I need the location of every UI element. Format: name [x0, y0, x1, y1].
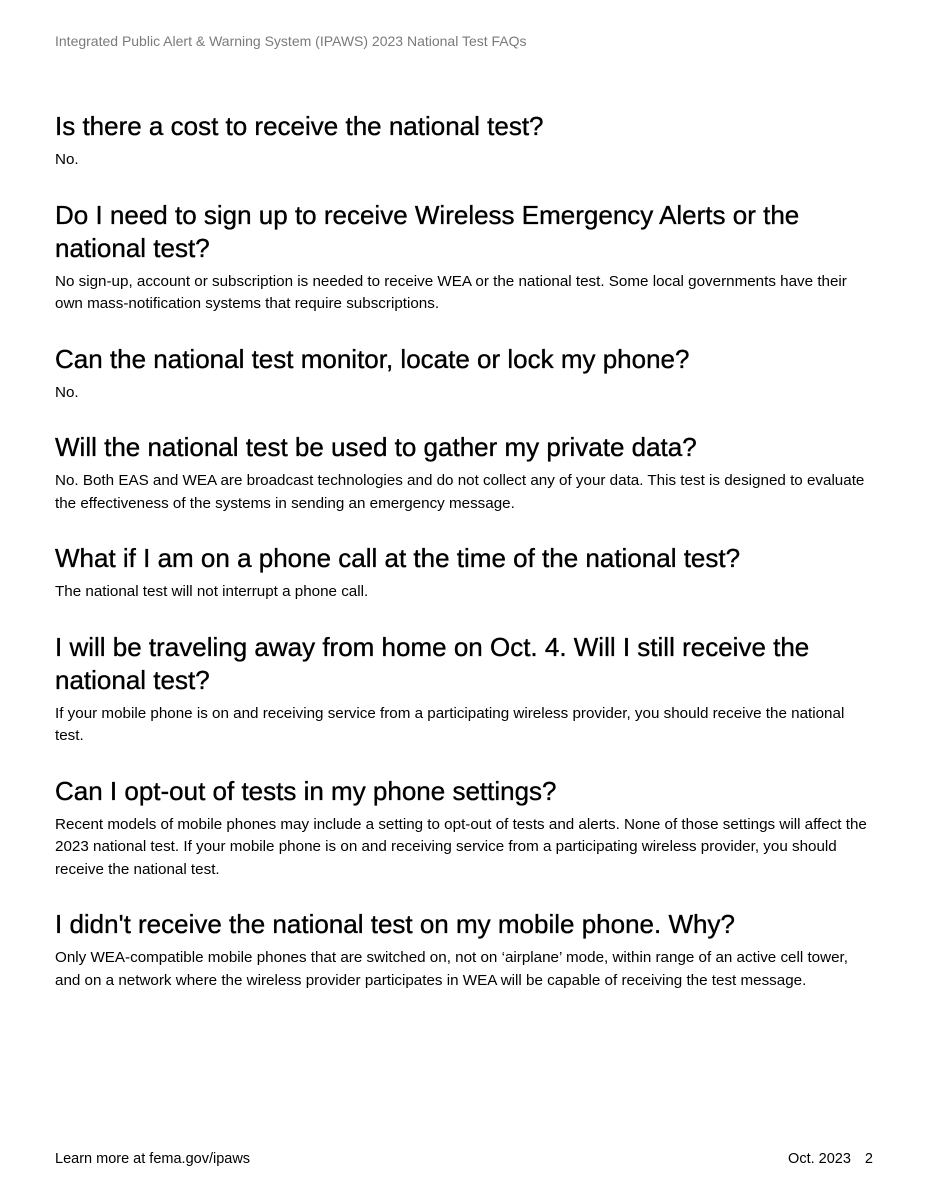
footer-learn-more: Learn more at fema.gov/ipaws	[55, 1151, 251, 1167]
running-header: Integrated Public Alert & Warning System (IPAWS) 2023 National Test FAQs	[55, 33, 527, 49]
footer-date-page	[788, 1151, 873, 1167]
faq-list	[55, 110, 875, 1019]
faq-question: Is there a cost to receive the national test?	[55, 111, 544, 141]
faq-item-cost	[55, 110, 875, 172]
faq-question: What if I am on a phone call at the time of the national test?	[55, 543, 741, 573]
faq-question: Can I opt-out of tests in my phone settings?	[55, 775, 557, 806]
faq-question: Can the national test monitor, locate or lock my phone?	[55, 343, 690, 374]
faq-item-phone-call	[55, 542, 875, 604]
faq-answer: Recent models of mobile phones may include a setting to opt-out of tests and alerts. None of those settings will affect the 2023 national test. If your mobile phone is on and receiving service from a participating wireless provider, you should receive the national test.	[55, 815, 867, 878]
faq-item-sign-up	[55, 199, 875, 316]
faq-question: Will the national test be used to gather my private data?	[55, 432, 697, 462]
faq-question: Do I need to sign up to receive Wireless Emergency Alerts or the national test?	[55, 199, 800, 263]
faq-answer: The national test will not interrupt a phone call.	[55, 583, 369, 600]
page-number: 2	[864, 1151, 873, 1167]
faq-answer: Only WEA-compatible mobile phones that are switched on, not on ‘airplane’ mode, within range of an active cell tower, and on a network where the wireless provider participates in WEA will be capable of receiving the test message.	[55, 949, 848, 989]
faq-item-not-received	[55, 908, 875, 992]
faq-answer: No.	[55, 383, 79, 401]
faq-item-monitor-phone	[55, 343, 875, 405]
faq-answer: No sign-up, account or subscription is needed to receive WEA or the national test. Some local governments have their own mass-notification systems that require subscriptions.	[55, 272, 847, 312]
faq-item-opt-out	[55, 775, 875, 882]
faq-answer: No. Both EAS and WEA are broadcast technologies and do not collect any of your data. This test is designed to evaluate the effectiveness of the systems in sending an emergency message.	[55, 472, 865, 512]
faq-item-private-data	[55, 431, 875, 515]
faq-item-traveling	[55, 631, 875, 748]
faq-question: I didn't receive the national test on my mobile phone. Why?	[55, 909, 735, 939]
faq-answer: If your mobile phone is on and receiving service from a participating wireless provider, you should receive the national test.	[55, 704, 845, 744]
footer-date: Oct. 2023	[788, 1151, 851, 1167]
faq-answer: No.	[55, 151, 79, 168]
faq-question: I will be traveling away from home on Oct. 4. Will I still receive the national test?	[55, 631, 810, 695]
